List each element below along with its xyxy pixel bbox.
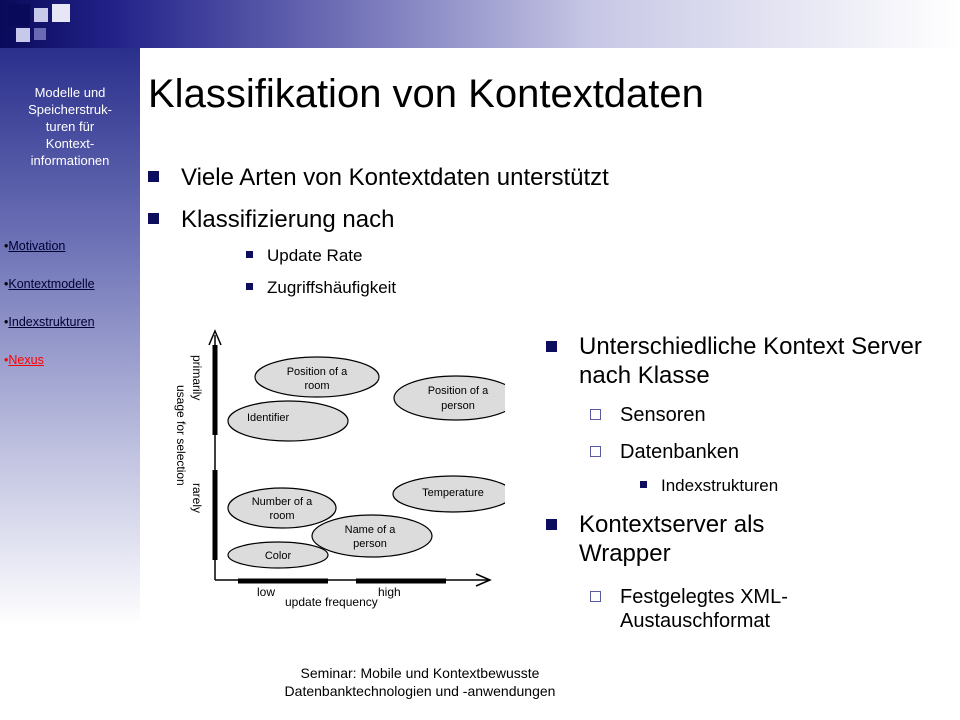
square-bullet-icon [546, 341, 557, 352]
bullet-dot: • [4, 315, 9, 329]
decor-square-icon [16, 28, 30, 42]
sidebar-title-line: Modelle und [34, 85, 106, 100]
sidebar-item-nexus[interactable] [4, 353, 44, 367]
decor-square-icon [34, 8, 48, 22]
diagram-ellipse [312, 515, 432, 557]
bullet-item [148, 164, 609, 192]
diagram-item-label: Identifier [247, 412, 290, 424]
bullet-text: Viele Arten von Kontextdaten unterstützt [181, 164, 609, 191]
sub-bullet-text: Update Rate [267, 246, 363, 265]
square-bullet-icon [546, 519, 557, 530]
right-sub-bullet-text: Festgelegtes XML-Austauschformat [620, 586, 788, 632]
sidebar-title-line: Speicherstruk- [28, 102, 112, 117]
diagram-item-label: Color [264, 550, 292, 562]
footer-line: Seminar: Mobile und Kontextbewusste [300, 665, 540, 681]
sidebar-link-indexstrukturen[interactable]: Indexstrukturen [8, 315, 95, 329]
classification-diagram [160, 325, 505, 615]
square-bullet-icon [148, 171, 159, 182]
right-sub-bullet-item [590, 585, 850, 633]
top-banner [0, 0, 960, 48]
x-low-label: low [257, 585, 276, 599]
sidebar-item-motivation[interactable] [4, 239, 65, 253]
hollow-square-bullet-icon [590, 446, 601, 457]
right-sub-bullet-text: Datenbanken [620, 441, 739, 463]
sidebar-item-indexstrukturen[interactable] [4, 315, 95, 329]
right-sub-bullet-item [590, 403, 910, 427]
square-bullet-icon [640, 481, 647, 488]
diagram-ellipse [394, 376, 505, 420]
diagram-item-label: Name of a person [344, 524, 396, 550]
sub-bullet-item [246, 278, 396, 298]
right-bullet-text: Kontextserver als Wrapper [579, 511, 765, 567]
diagram-item-label: Position of a person [427, 385, 489, 412]
slide-title: Klassifikation von Kontextdaten [148, 72, 704, 116]
x-high-label: high [378, 585, 401, 599]
decor-square-icon [52, 4, 70, 22]
diagram-item-label: Position of a room [286, 366, 348, 392]
y-top-label: primarily [190, 355, 204, 401]
right-sub-sub-bullet-item [640, 476, 778, 496]
sidebar-item-kontextmodelle[interactable] [4, 277, 95, 291]
square-bullet-icon [246, 283, 253, 290]
right-sub-bullet-item [590, 440, 910, 464]
sidebar-title-line: turen für [45, 119, 95, 134]
sub-bullet-text: Zugriffshäufigkeit [267, 278, 397, 297]
bullet-dot: • [4, 353, 9, 367]
sidebar-title-line: Kontext- [45, 136, 95, 151]
diagram-item-label: Temperature [422, 487, 484, 499]
diagram-item-label: Number of a room [251, 496, 313, 522]
x-axis-label: update frequency [285, 595, 378, 609]
sidebar-title [6, 84, 134, 169]
bullet-item [148, 206, 394, 234]
sidebar-link-motivation[interactable]: Motivation [8, 239, 66, 253]
right-bullet-text: Unterschiedliche Kontext Server nach Klasse [579, 333, 922, 389]
bullet-dot: • [4, 239, 9, 253]
sidebar-link-nexus[interactable]: Nexus [8, 353, 44, 367]
hollow-square-bullet-icon [590, 591, 601, 602]
sub-bullet-item [246, 246, 362, 266]
decor-square-icon [8, 4, 30, 26]
bullet-dot: • [4, 277, 9, 291]
footer [230, 664, 610, 700]
right-sub-sub-bullet-text: Indexstrukturen [661, 476, 779, 495]
right-bullet-item [548, 510, 948, 568]
sidebar-link-kontextmodelle[interactable]: Kontextmodelle [8, 277, 95, 291]
sidebar-title-line: informationen [30, 153, 110, 168]
square-bullet-icon [246, 251, 253, 258]
right-sub-bullet-text: Sensoren [620, 404, 706, 426]
footer-line: Datenbanktechnologien und -anwendungen [284, 683, 556, 699]
square-bullet-icon [148, 213, 159, 224]
hollow-square-bullet-icon [590, 409, 601, 420]
y-bottom-label: rarely [190, 483, 204, 514]
decor-square-icon [34, 28, 46, 40]
bullet-text: Klassifizierung nach [181, 206, 395, 233]
right-bullet-item [548, 332, 948, 390]
diagram-ellipse [228, 488, 336, 528]
y-axis-label: usage for selection [174, 385, 188, 486]
